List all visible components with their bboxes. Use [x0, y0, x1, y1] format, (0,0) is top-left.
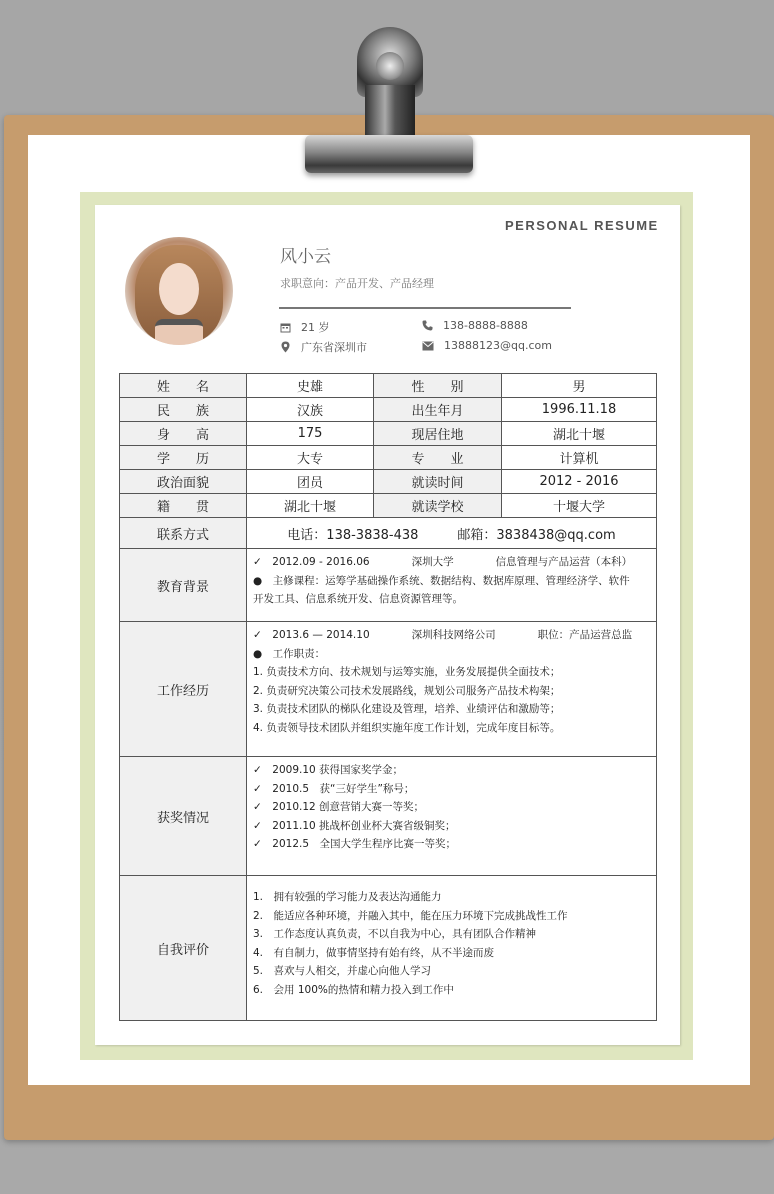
value-contact: 电话：138-3838-438 邮箱：3838438@qq.com: [247, 518, 657, 549]
table-row: [120, 374, 657, 398]
label-gender: 性 别: [374, 374, 502, 398]
self-eval-line: 2. 能适应各种环境，并融入其中，能在压力环境下完成挑战性工作: [253, 909, 568, 922]
self-eval-line: 6. 会用 100%的热情和精力投入到工作中: [253, 983, 454, 996]
avatar-neck: [155, 319, 203, 345]
location-info: [280, 339, 367, 355]
age-info: [280, 319, 330, 335]
education-line: 开发工具、信息系统开发、信息资源管理等。: [253, 593, 463, 605]
work-line: 3. 负责技术团队的梯队化建设及管理，培养、业绩评估和激励等；: [253, 703, 561, 715]
award-line: ✓ 2011.10 挑战杯创业杯大赛省级铜奖；: [253, 819, 456, 832]
label-ethnicity: 民 族: [120, 398, 247, 422]
awards-section: [247, 757, 657, 876]
education-section: [247, 549, 657, 622]
work-line: 1. 负责技术方向、技术规划与运筹实施，业务发展提供全面技术；: [253, 666, 561, 678]
email-info: [422, 339, 552, 352]
self-eval-line: 5. 喜欢与人相交，并虚心向他人学习: [253, 965, 432, 977]
work-section: [247, 622, 657, 757]
label-education: 教育背景: [120, 549, 247, 622]
value-major: 计算机: [502, 446, 657, 470]
label-name: 姓 名: [120, 374, 247, 398]
value-gender: 男: [502, 374, 657, 398]
award-line: ✓ 2010.12 创意营销大赛一等奖；: [253, 801, 425, 813]
self-eval-line: 1. 拥有较强的学习能力及表达沟通能力: [253, 891, 442, 903]
award-line: ✓ 2010.5 获“三好学生”称号；: [253, 782, 415, 795]
value-name: 史雄: [247, 374, 374, 398]
value-school: 十堰大学: [502, 494, 657, 518]
phone-text: 138-8888-8888: [443, 319, 528, 332]
table-row: [120, 876, 657, 1021]
award-line: ✓ 2012.5 全国大学生程序比赛一等奖；: [253, 838, 457, 850]
self-evaluation-section: [247, 876, 657, 1021]
label-hometown: 籍 贯: [120, 494, 247, 518]
location-text: 广东省深圳市: [301, 341, 367, 354]
label-politics: 政治面貌: [120, 470, 247, 494]
label-height: 身 高: [120, 422, 247, 446]
table-row: [120, 446, 657, 470]
work-line: ✓ 2013.6 — 2014.10 深圳科技网络公司 职位：产品运营总监: [253, 629, 633, 641]
label-self-evaluation: 自我评价: [120, 876, 247, 1021]
calendar-icon: [280, 322, 291, 333]
table-row: [120, 518, 657, 549]
label-residence: 现居住地: [374, 422, 502, 446]
table-row: [120, 398, 657, 422]
table-row: [120, 622, 657, 757]
table-row: [120, 549, 657, 622]
work-line: ● 工作职责：: [253, 647, 326, 660]
binder-clip-hole: [376, 52, 404, 80]
location-pin-icon: [280, 341, 291, 353]
label-awards: 获奖情况: [120, 757, 247, 876]
value-hometown: 湖北十堰: [247, 494, 374, 518]
education-line: ● 主修课程：运筹学基础操作系统、数据结构、数据库原理、管理经济学、软件: [253, 574, 630, 587]
self-eval-line: 3. 工作态度认真负责，不以自我为中心，具有团队合作精神: [253, 928, 537, 940]
phone-info: [422, 319, 528, 332]
label-major: 专 业: [374, 446, 502, 470]
value-residence: 湖北十堰: [502, 422, 657, 446]
award-line: ✓ 2009.10 获得国家奖学金；: [253, 764, 404, 776]
value-politics: 团员: [247, 470, 374, 494]
table-row: [120, 422, 657, 446]
self-eval-line: 4. 有自制力，做事情坚持有始有终，从不半途而废: [253, 946, 495, 959]
value-ethnicity: 汉族: [247, 398, 374, 422]
label-school: 就读学校: [374, 494, 502, 518]
resume-header-tag: PERSONAL RESUME: [505, 218, 659, 233]
email-text: 13888123@qq.com: [444, 339, 552, 352]
table-row: [120, 757, 657, 876]
value-study-period: 2012 - 2016: [502, 470, 657, 494]
avatar: [125, 237, 233, 345]
avatar-face: [159, 263, 199, 315]
education-line: ✓ 2012.09 - 2016.06 深圳大学 信息管理与产品运营（本科）: [253, 556, 633, 568]
value-height: 175: [247, 422, 374, 446]
label-birth: 出生年月: [374, 398, 502, 422]
work-line: 4. 负责领导技术团队并组织实施年度工作计划，完成年度目标等。: [253, 721, 561, 734]
resume-table: [119, 373, 657, 1021]
binder-clip-base: [305, 135, 473, 173]
value-degree: 大专: [247, 446, 374, 470]
table-row: [120, 470, 657, 494]
envelope-icon: [422, 341, 434, 351]
table-row: [120, 494, 657, 518]
label-contact: 联系方式: [120, 518, 247, 549]
candidate-name: 风小云: [280, 247, 331, 267]
work-line: 2. 负责研究决策公司技术发展路线，规划公司服务产品技术构架；: [253, 684, 561, 697]
header-divider: [279, 307, 571, 309]
label-study-period: 就读时间: [374, 470, 502, 494]
phone-icon: [422, 320, 433, 331]
job-intent: 求职意向：产品开发、产品经理: [280, 277, 434, 290]
label-work: 工作经历: [120, 622, 247, 757]
age-text: 21 岁: [301, 321, 330, 334]
label-degree: 学 历: [120, 446, 247, 470]
value-birth: 1996.11.18: [502, 398, 657, 422]
